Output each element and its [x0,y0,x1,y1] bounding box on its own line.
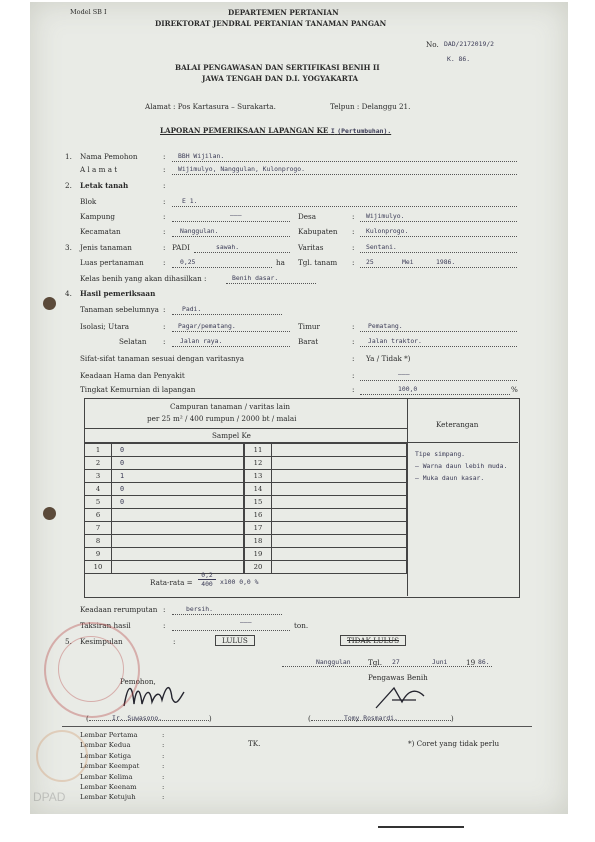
kemurnian-value: 100,0 [398,385,418,393]
date-day: 27 [392,658,400,666]
sample-value [112,535,244,548]
sample-number: 11 [245,444,272,457]
jenis-label: Jenis tanaman [80,243,132,252]
table-row [245,522,407,535]
utara-line [172,331,290,332]
copy-list-item [80,792,164,802]
copy-list-item [80,740,164,750]
table-row [85,509,244,522]
item-number-5: 5. [65,637,72,646]
taksiran-value: ——— [240,618,252,626]
jenis-colon: : [163,243,166,252]
selatan-colon: : [163,337,166,346]
table-row [85,457,244,470]
sebelumnya-line [172,314,282,315]
kelas-line [226,283,316,284]
sample-grid-left [84,443,244,574]
varitas-line [360,252,517,253]
kesimpulan-colon: : [173,637,176,646]
date-month: Juni [432,658,448,666]
alamat-line [172,174,517,175]
barat-colon: : [352,337,355,346]
sample-value [112,522,244,535]
date-label: Tgl. [368,658,382,667]
table-row [245,470,407,483]
rata-label: Rata-rata = [150,578,193,587]
keterangan-header-line [407,442,518,443]
sample-value: 0 [112,496,244,509]
kecamatan-colon: : [163,227,166,236]
luas-value: 0,25 [180,258,196,266]
table-header-3: Sampel Ke [212,431,251,440]
luas-unit: ha [276,258,285,267]
sample-number: 14 [245,483,272,496]
copy-colon: : [162,751,165,760]
kemurnian-label: Tingkat Kemurnian di lapangan [80,385,196,394]
sample-value: 0 [112,457,244,470]
table-header-2: per 25 m² / 400 rumpun / 2000 bt / malai [147,414,297,423]
report-suffix: (Pertumbuhan). [337,127,392,135]
hama-colon: : [352,371,355,380]
selatan-line [172,346,290,347]
sample-value [272,496,407,509]
alamat-value: Wijimulyo, Nanggulan, Kulonprogo. [178,165,305,173]
sebelumnya-colon: : [163,305,166,314]
kelas-value: Benih dasar. [232,274,279,282]
sample-number: 9 [85,548,112,561]
sample-value [112,509,244,522]
item-number-1: 1. [65,152,72,161]
sample-value [272,561,407,574]
watermark: DPAD [33,790,66,804]
item-number-4: 4. [65,289,72,298]
copy-colon: : [162,793,165,802]
luas-label: Luas pertanaman [80,258,144,267]
alamat-colon: : [163,165,166,174]
luas-colon: : [163,258,166,267]
sample-value: 0 [112,444,244,457]
table-header-line [84,428,407,429]
table-row [245,561,407,574]
copy-list-item [80,772,164,782]
copy-colon: : [162,772,165,781]
faint-seal-stamp [36,730,88,782]
selatan-label: Selatan [119,337,147,346]
jenis-sub-value: sawah. [216,243,240,251]
sebelumnya-value: Padi. [182,305,202,313]
sample-number: 15 [245,496,272,509]
varitas-label: Varitas [298,243,324,252]
bottom-rule [62,726,532,727]
taksiran-unit: ton. [294,621,309,630]
sebelumnya-label: Tanaman sebelumnya [80,305,159,314]
table-row [245,457,407,470]
sample-number: 8 [85,535,112,548]
taksiran-line [172,630,290,631]
table-row [245,496,407,509]
sample-number: 18 [245,535,272,548]
sample-value [272,457,407,470]
keterangan-line-3: – Muka daun kasar. [415,474,485,482]
table-row [85,535,244,548]
punch-hole-top [43,297,56,310]
pengawas-name: Tomy Rosmardi. [344,714,398,722]
sample-number: 12 [245,457,272,470]
keterangan-divider [407,398,408,596]
tk-label: TK. [248,739,261,748]
blok-label: Blok [80,197,97,206]
footer-mark [378,826,464,828]
keterangan-line-1: Tipe simpang. [415,450,466,458]
sifat-label: Sifat-sifat tanaman sesuai dengan varitasnya [80,354,245,363]
letak-label: Letak tanah [80,181,129,190]
hama-label: Keadaan Hama dan Penyakit [80,371,185,380]
sample-number: 2 [85,457,112,470]
kampung-line [172,221,290,222]
table-row [245,483,407,496]
sample-value [272,470,407,483]
timur-colon: : [352,322,355,331]
copy-label: Lembar Kedua [80,741,131,750]
sample-number: 17 [245,522,272,535]
rerumputan-label: Keadaan rerumputan [80,605,158,614]
pengawas-label: Pengawas Benih [368,673,428,682]
table-row [85,470,244,483]
timur-line [360,331,517,332]
hama-line [360,380,517,381]
sample-number: 19 [245,548,272,561]
timur-value: Pematang. [368,322,403,330]
report-number: I [330,127,335,135]
seal-inner-ring [58,636,124,702]
kemurnian-unit: % [511,385,518,394]
rerumputan-line [172,614,282,615]
doc-sub-number: K. 86. [447,55,471,63]
sample-value [272,548,407,561]
kecamatan-label: Kecamatan [80,227,121,236]
table-header-1: Campuran tanaman / varitas lain [170,402,291,411]
kabupaten-colon: : [352,227,355,236]
varitas-value: Sentani. [366,243,397,251]
sample-value [272,535,407,548]
pengawas-name-paren: ( ) [308,714,454,723]
sample-number: 6 [85,509,112,522]
sample-number: 20 [245,561,272,574]
blok-value: E 1. [182,197,198,205]
kabupaten-value: Kulonprogo. [366,227,409,235]
desa-line [360,221,517,222]
item-number-2: 2. [65,181,72,190]
copy-label: Lembar Pertama [80,731,138,739]
keterangan-header: Keterangan [436,420,479,429]
copy-colon: : [162,762,165,771]
sifat-value: Ya / Tidak *) [366,354,411,363]
office-line-2: JAWA TENGAH DAN D.I. YOGYAKARTA [202,74,359,83]
tgl-tanam-day: 25 [366,258,374,266]
tgl-tanam-label: Tgl. tanam [298,258,338,267]
tgl-tanam-colon: : [352,258,355,267]
table-row [85,444,244,457]
table-row [85,483,244,496]
nama-label: Nama Pemohon [80,152,138,161]
pemohon-label: Pemohon, [120,677,156,686]
report-title-text: LAPORAN PEMERIKSAAN LAPANGAN KE [160,126,329,135]
table-row [85,496,244,509]
hama-value: ——— [398,370,410,378]
office-phone: Telpun : Delanggu 21. [330,102,411,111]
letak-colon: : [163,181,166,190]
desa-label: Desa [298,212,316,221]
copies-list [80,730,164,803]
tgl-tanam-month: Mei [402,258,414,266]
taksiran-label: Taksiran hasil [80,621,131,630]
place: Nanggulan [316,658,351,666]
tidak-lulus-box: TIDAK LULUS [340,635,406,646]
kemurnian-colon: : [352,385,355,394]
timur-label: Timur [298,322,320,331]
kampung-value: ——— [230,211,242,219]
table-row [245,444,407,457]
kesimpulan-label: Kesimpulan [80,637,123,646]
place-date-line [282,666,492,667]
rata-fraction [198,571,216,588]
copy-list-item [80,730,164,740]
kelas-label: Kelas benih yang akan dihasilkan : [80,274,207,283]
jenis-line [194,252,290,253]
kecamatan-value: Nanggulan. [180,227,219,235]
sample-value [112,561,244,574]
desa-value: Wijimulyo. [366,212,405,220]
sample-number: 5 [85,496,112,509]
sample-number: 4 [85,483,112,496]
rerumputan-value: bersih. [186,605,213,613]
sample-grid-right [244,443,407,574]
sifat-colon: : [352,354,355,363]
sample-value [272,444,407,457]
tgl-tanam-line [360,267,517,268]
keterangan-line-2: – Warna daun lebih muda. [415,462,508,470]
blok-colon: : [163,197,166,206]
rata-numerator: 0,2 [198,571,216,580]
sample-value [272,522,407,535]
sample-value [272,509,407,522]
barat-value: Jalan traktor. [368,337,422,345]
hasil-label: Hasil pemeriksaan [80,289,156,298]
doc-number: DAD/2172019/2 [444,40,495,48]
office-address: Alamat : Pos Kartasura – Surakarta. [145,102,276,111]
table-row [85,548,244,561]
varitas-colon: : [352,243,355,252]
utara-value: Pagar/pematang. [178,322,236,330]
pemohon-name: Ir. Suwasono. [112,714,163,722]
desa-colon: : [352,212,355,221]
copy-list-item [80,751,164,761]
copy-label: Lembar Ketujuh [80,793,136,802]
kemurnian-line [360,394,510,395]
sample-number: 3 [85,470,112,483]
copy-list-item [80,782,164,792]
kabupaten-line [360,236,517,237]
copy-list-item [80,761,164,771]
sample-number: 10 [85,561,112,574]
date-year-prefix: 19 [466,658,476,667]
footnote: *) Coret yang tidak perlu [408,739,500,748]
office-line-1: BALAI PENGAWASAN DAN SERTIFIKASI BENIH II [175,63,380,72]
utara-colon: : [163,322,166,331]
directorate-name: DIREKTORAT JENDRAL PERTANIAN TANAMAN PANGAN [155,19,387,28]
taksiran-colon: : [163,621,166,630]
form-id: Model SB I [70,8,107,16]
copy-colon: : [162,741,165,750]
sample-value [272,483,407,496]
kecamatan-line [172,236,290,237]
sample-value: 1 [112,470,244,483]
jenis-value: PADI [172,243,190,252]
table-row [245,509,407,522]
copy-label: Lembar Ketiga [80,751,132,760]
kampung-label: Kampung [80,212,115,221]
table-row [85,522,244,535]
table-row [245,535,407,548]
copy-label: Lembar Keenam [80,783,137,792]
luas-line [172,267,272,268]
punch-hole-bottom [43,507,56,520]
lulus-box: LULUS [215,635,255,646]
sample-value: 0 [112,483,244,496]
blok-line [172,206,517,207]
rata-denominator: 400 [201,580,213,588]
sample-number: 1 [85,444,112,457]
isolasi-label: Isolasi; Utara [80,322,130,331]
nama-line [172,161,517,162]
doc-number-label: No. [426,40,439,49]
barat-label: Barat [298,337,319,346]
sample-number: 13 [245,470,272,483]
copy-label: Lembar Keempat [80,762,140,771]
ministry-name: DEPARTEMEN PERTANIAN [228,8,339,17]
sample-number: 7 [85,522,112,535]
date-year: 86. [478,658,490,666]
tgl-tanam-year: 1986. [436,258,456,266]
copy-label: Lembar Kelima [80,772,133,781]
table-row [85,561,244,574]
nama-value: BBH Wijilan. [178,152,225,160]
sample-value [112,548,244,561]
barat-line [360,346,517,347]
pengawas-signature-icon [372,682,432,714]
report-title [160,126,391,135]
kampung-colon: : [163,212,166,221]
copy-colon: : [162,731,165,739]
selatan-value: Jalan raya. [180,337,223,345]
item-number-3: 3. [65,243,72,252]
sample-number: 16 [245,509,272,522]
rerumputan-colon: : [163,605,166,614]
kabupaten-label: Kabupaten [298,227,338,236]
pemohon-name-paren: ( ) [86,714,212,723]
rata-rest: x100 0,0 % [220,578,259,586]
alamat-label: A l a m a t [80,165,118,174]
table-row [245,548,407,561]
copy-colon: : [162,783,165,792]
nama-colon: : [163,152,166,161]
